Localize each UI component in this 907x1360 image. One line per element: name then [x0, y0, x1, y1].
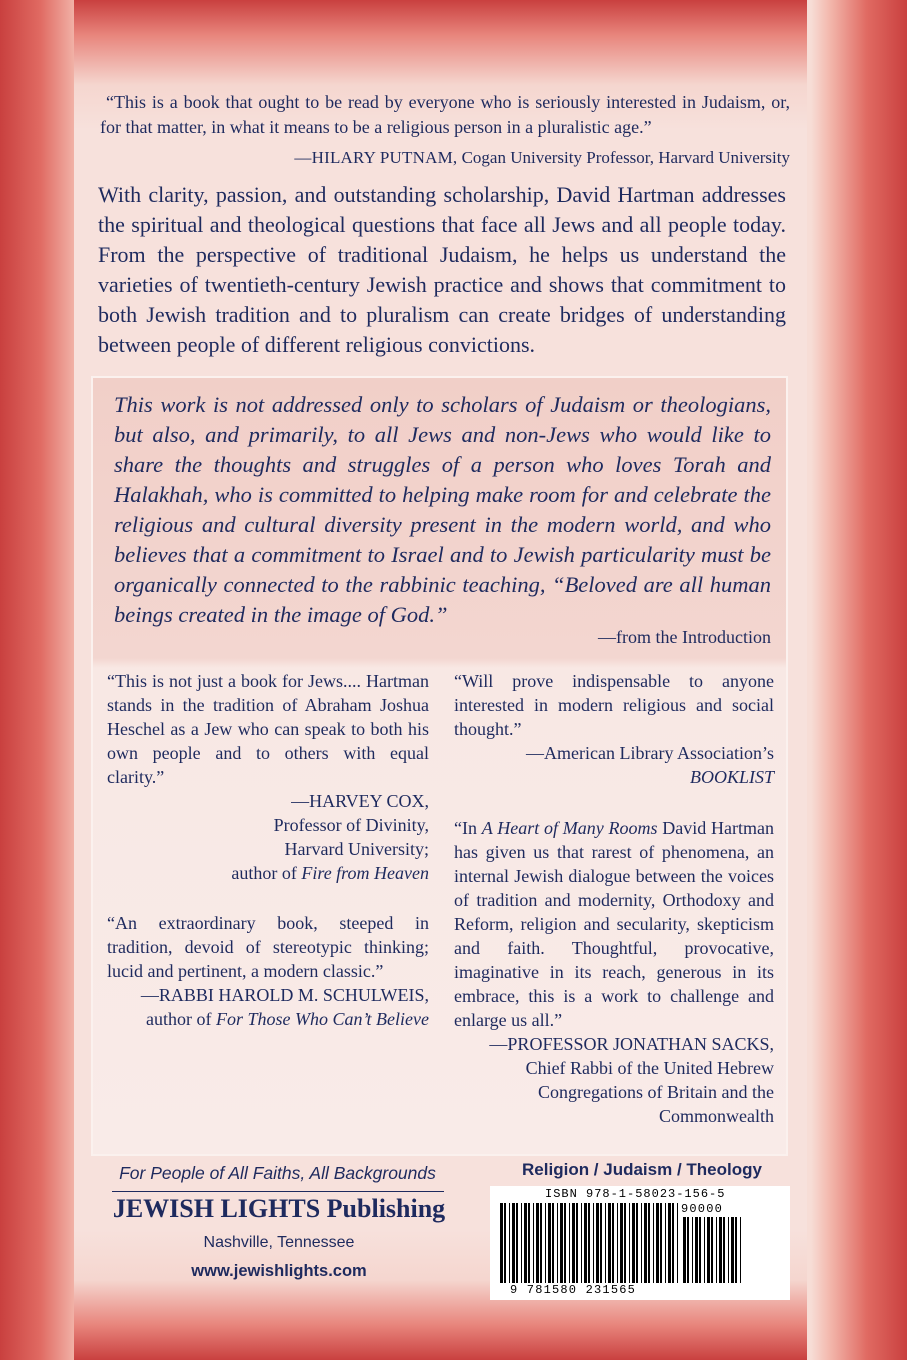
cox-endorsement	[107, 669, 429, 885]
booklist-quote: “Will prove indispensable to anyone interested in modern religious and social thought.”	[454, 671, 774, 739]
publisher-name: JEWISH LIGHTS Publishing	[112, 1194, 446, 1223]
publisher-url: www.jewishlights.com	[191, 1262, 367, 1280]
publisher-tagline: For People of All Faiths, All Backgrounds	[119, 1163, 436, 1183]
description-text: With clarity, passion, and outstanding scholarship, David Hartman addresses the spiritual and theological questions that face all Jews and all people today. From the perspective of traditional Judaism, he helps us understand the varieties of twentieth-century Jewish practice and shows that commitment to both Jewish tradition and to pluralism can create bridges of understanding between people of different religious convictions.	[98, 182, 786, 357]
barcode-bar	[656, 1203, 659, 1283]
barcode-bar	[629, 1203, 630, 1283]
schulweis-quote: “An extraordinary book, steeped in tradition, devoid of stereotypic thinking; lucid and pertinent, a modern classic.”	[107, 913, 429, 981]
sacks-quote-prefix: “In	[454, 818, 482, 838]
putnam-title: Cogan University Professor, Harvard University	[461, 148, 790, 167]
barcode-bar	[509, 1203, 510, 1283]
barcode-bar	[665, 1203, 666, 1283]
putnam-attribution	[100, 145, 790, 170]
barcode-bar	[533, 1203, 534, 1283]
cox-institution: Harvard University;	[284, 839, 429, 859]
cox-work	[107, 861, 429, 885]
barcode-bar	[648, 1203, 650, 1283]
barcode-bar	[612, 1203, 614, 1283]
barcode-bar	[521, 1203, 522, 1283]
cox-work-title: Fire from Heaven	[301, 863, 429, 883]
barcode-bar	[632, 1203, 635, 1283]
barcode-bar	[560, 1203, 563, 1283]
publisher-city: Nashville, Tennessee	[203, 1234, 355, 1251]
cox-work-prefix: author of	[231, 863, 302, 883]
barcode-bar	[735, 1217, 737, 1283]
barcode-bar	[711, 1217, 713, 1283]
barcode-bar	[588, 1203, 590, 1283]
cox-quote: “This is not just a book for Jews.... Hartman stands in the tradition of Abraham Joshua Heschel as a Jew who can speak to both his own people and to others with equal clarity.”	[107, 671, 429, 787]
barcode-bar	[687, 1217, 689, 1283]
barcode-bar	[564, 1203, 566, 1283]
booklist-endorsement	[454, 669, 774, 789]
booklist-title-text: BOOKLIST	[689, 767, 774, 787]
barcode-bar	[668, 1203, 671, 1283]
barcode-bar	[707, 1217, 710, 1283]
barcode-bar	[728, 1217, 729, 1283]
intro-excerpt: This work is not addressed only to scholars of Judaism or theologians, but also, and primarily, to all Jews and non-Jews who would like to share the thoughts and struggles of a person who loves Torah and Halakhah, who is committed to helping make room for and celebrate the religious and cultural diversity present in the modern world, and who believes that a commitment to Israel and to Jewish particularity must be organically connected to the rabbinic teaching, “Beloved are all human beings created in the image of God.”	[114, 392, 771, 627]
schulweis-name: —RABBI HAROLD M. SCHULWEIS,	[140, 985, 429, 1005]
schulweis-endorsement	[107, 911, 429, 1031]
barcode-bar	[624, 1203, 626, 1283]
barcode-bar	[636, 1203, 638, 1283]
barcode-bar	[677, 1203, 678, 1283]
category-label: Religion / Judaism / Theology	[522, 1160, 762, 1179]
cox-name: —HARVEY COX,	[291, 791, 429, 811]
barcode-bar	[504, 1203, 506, 1283]
sacks-role-2: Congregations of Britain and the	[538, 1082, 774, 1102]
barcode-bar	[608, 1203, 611, 1283]
barcode-bar	[524, 1203, 527, 1283]
barcode-bar	[569, 1203, 570, 1283]
sacks-role-3: Commonwealth	[659, 1106, 774, 1126]
barcode-bar	[581, 1203, 582, 1283]
barcode-bar	[660, 1203, 662, 1283]
barcode-bar	[704, 1217, 705, 1283]
barcode-bar	[516, 1203, 518, 1283]
barcode-bar	[723, 1217, 725, 1283]
putnam-name: —HILARY PUTNAM,	[294, 148, 458, 167]
sacks-role-1: Chief Rabbi of the United Hebrew	[525, 1058, 774, 1078]
book-description	[98, 180, 786, 360]
schulweis-work-title: For Those Who Can’t Believe	[216, 1009, 429, 1029]
barcode-bar	[536, 1203, 539, 1283]
barcode-bar	[545, 1203, 546, 1283]
schulweis-work	[107, 1007, 429, 1031]
barcode-bar	[653, 1203, 654, 1283]
barcode-bar	[593, 1203, 594, 1283]
barcode-bar	[617, 1203, 618, 1283]
barcode-bar	[719, 1217, 722, 1283]
publisher-divider	[112, 1191, 444, 1192]
sacks-name: —PROFESSOR JONATHAN SACKS,	[489, 1034, 774, 1054]
barcode-bar	[620, 1203, 623, 1283]
barcode-bar	[572, 1203, 575, 1283]
isbn-barcode	[500, 1203, 678, 1283]
barcode-bar	[500, 1203, 503, 1283]
isbn-label: ISBN 978-1-58023-156-5	[545, 1187, 726, 1201]
barcode-bar	[576, 1203, 578, 1283]
barcode-bar	[641, 1203, 642, 1283]
barcode-bar	[584, 1203, 587, 1283]
intro-source: —from the Introduction	[598, 627, 771, 647]
barcode-bar	[740, 1217, 741, 1283]
booklist-title	[454, 765, 774, 789]
barcode-bar	[695, 1217, 698, 1283]
sacks-quote-body: David Hartman has given us that rarest of phenomena, an internal Jewish dialogue between the voices of tradition and modernity, Orthodoxy and Reform, religion and secularity, skepticism and faith. Thoughtful, provocative, imaginative in its reach, generous in its embrace, this is a work to challenge and enlarge us all.”	[454, 818, 775, 1030]
barcode-bar	[716, 1217, 717, 1283]
barcode-bar	[528, 1203, 530, 1283]
barcode-bar	[731, 1217, 734, 1283]
putnam-quote: “This is a book that ought to be read by everyone who is seriously interested in Judaism, or, for that matter, in what it means to be a religious person in a pluralistic age.”	[100, 92, 790, 137]
barcode-bar	[557, 1203, 558, 1283]
sacks-quote	[454, 816, 774, 1032]
price-barcode	[683, 1217, 743, 1283]
price-code: 90000	[681, 1202, 724, 1216]
barcode-bar	[644, 1203, 647, 1283]
sacks-book-title: A Heart of Many Rooms	[481, 818, 658, 838]
barcode-bar	[692, 1217, 693, 1283]
schulweis-work-prefix: author of	[146, 1009, 217, 1029]
barcode-bar	[600, 1203, 602, 1283]
barcode-bar	[605, 1203, 606, 1283]
barcode-bar	[699, 1217, 701, 1283]
barcode-bar	[548, 1203, 551, 1283]
barcode-bar	[683, 1217, 686, 1283]
sacks-endorsement	[454, 816, 774, 1128]
barcode-digits: 9 781580 231565	[510, 1283, 637, 1297]
barcode-bar	[512, 1203, 515, 1283]
booklist-org: —American Library Association’s	[526, 743, 774, 763]
barcode-bar	[596, 1203, 599, 1283]
barcode-bar	[552, 1203, 554, 1283]
barcode-bar	[672, 1203, 674, 1283]
cox-role: Professor of Divinity,	[273, 815, 429, 835]
barcode-bar	[540, 1203, 542, 1283]
